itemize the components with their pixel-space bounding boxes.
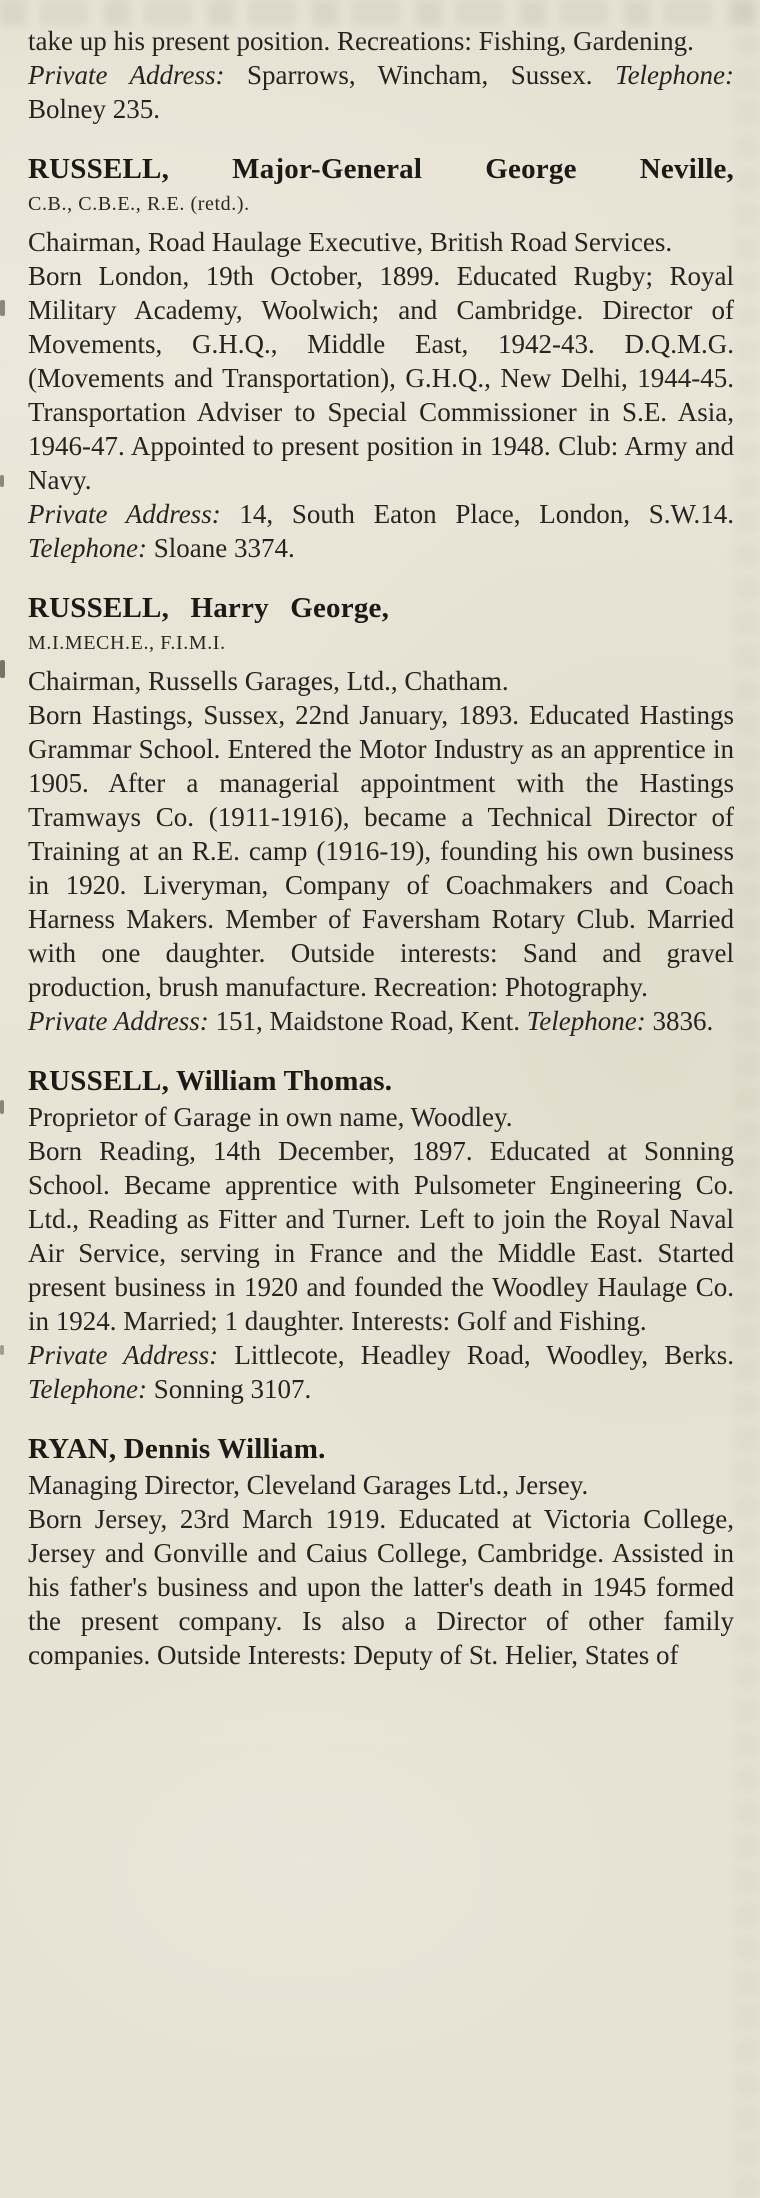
ink-speck (0, 475, 4, 487)
entry-honorifics: M.I.MECH.E., F.I.M.I. (28, 632, 226, 654)
address-paragraph (28, 1338, 734, 1406)
private-address-label: Private Address: (28, 1006, 209, 1036)
ink-speck (0, 660, 5, 678)
address-paragraph (28, 1004, 734, 1038)
directory-entry-ryan-dennis-william (28, 1431, 734, 1672)
telephone-label: Telephone: (526, 1006, 646, 1036)
private-address-label: Private Address: (28, 60, 225, 90)
directory-entry-russell-william-thomas (28, 1063, 734, 1406)
text-column (28, 24, 734, 1672)
address-text: Sparrows, Wincham, Sussex. (246, 60, 593, 90)
ink-speck (0, 1100, 4, 1114)
entry-paragraph: Proprietor of Garage in own name, Woodley. (28, 1102, 513, 1132)
telephone-text: Sloane 3374. (153, 533, 295, 563)
entry-paragraph: Chairman, Road Haulage Executive, British Road Services. (28, 227, 673, 257)
entry-name: RUSSELL, Major-General George Neville, (28, 153, 734, 185)
entry-paragraph: Born Hastings, Sussex, 22nd January, 1893. Educated Hastings Grammar School. Entered the Motor Industry as an apprentice in 1905. After a managerial appointment with the Hastings Tramways Co. (1911-1916), became a Technical Director of Training at an R.E. camp (1916-19), founding his own business in 1920. Liveryman, Company of Coachmakers and Coach Harness Makers. Member of Faversham Rotary Club. Married with one daughter. Outside interests: Sand and gravel production, brush manufacture. Recreation: Photography. (28, 700, 734, 1002)
entry-paragraph: Managing Director, Cleveland Garages Ltd., Jersey. (28, 1470, 589, 1500)
ink-speck (0, 300, 5, 316)
private-address-label: Private Address: (28, 499, 221, 529)
entry-honorifics: C.B., C.B.E., R.E. (retd.). (28, 193, 250, 215)
entry-paragraph: Chairman, Russells Garages, Ltd., Chatham. (28, 666, 509, 696)
telephone-text: Bolney 235. (28, 94, 160, 124)
address-paragraph (28, 497, 734, 565)
address-text: 151, Maidstone Road, Kent. (215, 1006, 520, 1036)
entry-name: RUSSELL, Harry George, (28, 592, 390, 624)
directory-entry-continuation (28, 24, 734, 126)
address-text: Littlecote, Headley Road, Woodley, Berks. (234, 1340, 735, 1370)
telephone-text: Sonning 3107. (153, 1374, 312, 1404)
directory-entry-russell-harry-george (28, 590, 734, 1038)
entry-paragraph: take up his present position. Recreations: Fishing, Gardening. (28, 26, 694, 56)
directory-entry-russell-george-neville (28, 151, 734, 565)
telephone-label: Telephone: (28, 1374, 147, 1404)
entry-paragraph: Born Reading, 14th December, 1897. Educated at Sonning School. Became apprentice with Pulsometer Engineering Co. Ltd., Reading as Fitter and Turner. Left to join the Royal Naval Air Service, serving in France and the Middle East. Started present business in 1920 and founded the Woodley Haulage Co. in 1924. Married; 1 daughter. Interests: Golf and Fishing. (28, 1136, 734, 1336)
entry-paragraph: Born London, 19th October, 1899. Educated Rugby; Royal Military Academy, Woolwich; and Cambridge. Director of Movements, G.H.Q., Middle East, 1942-43. D.Q.M.G. (Movements and Transportation), G.H.Q., New Delhi, 1944-45. Transportation Adviser to Special Commissioner in S.E. Asia, 1946-47. Appointed to present position in 1948. Club: Army and Navy. (28, 261, 734, 495)
telephone-label: Telephone: (28, 533, 147, 563)
address-text: 14, South Eaton Place, London, S.W.14. (239, 499, 734, 529)
ink-speck (0, 1345, 4, 1355)
entry-name: RYAN, Dennis William. (28, 1433, 326, 1465)
entry-name: RUSSELL, William Thomas. (28, 1065, 393, 1097)
telephone-label: Telephone: (615, 60, 735, 90)
private-address-label: Private Address: (28, 1340, 219, 1370)
bleed-through-right (734, 0, 760, 2198)
bleed-through-top (0, 0, 760, 26)
telephone-text: 3836. (652, 1006, 714, 1036)
address-paragraph (28, 58, 734, 126)
entry-paragraph: Born Jersey, 23rd March 1919. Educated at Victoria College, Jersey and Gonville and Caius College, Cambridge. Assisted in his father's business and upon the latter's death in 1945 formed the present company. Is also a Director of other family companies. Outside Interests: Deputy of St. Helier, States of (28, 1504, 734, 1670)
